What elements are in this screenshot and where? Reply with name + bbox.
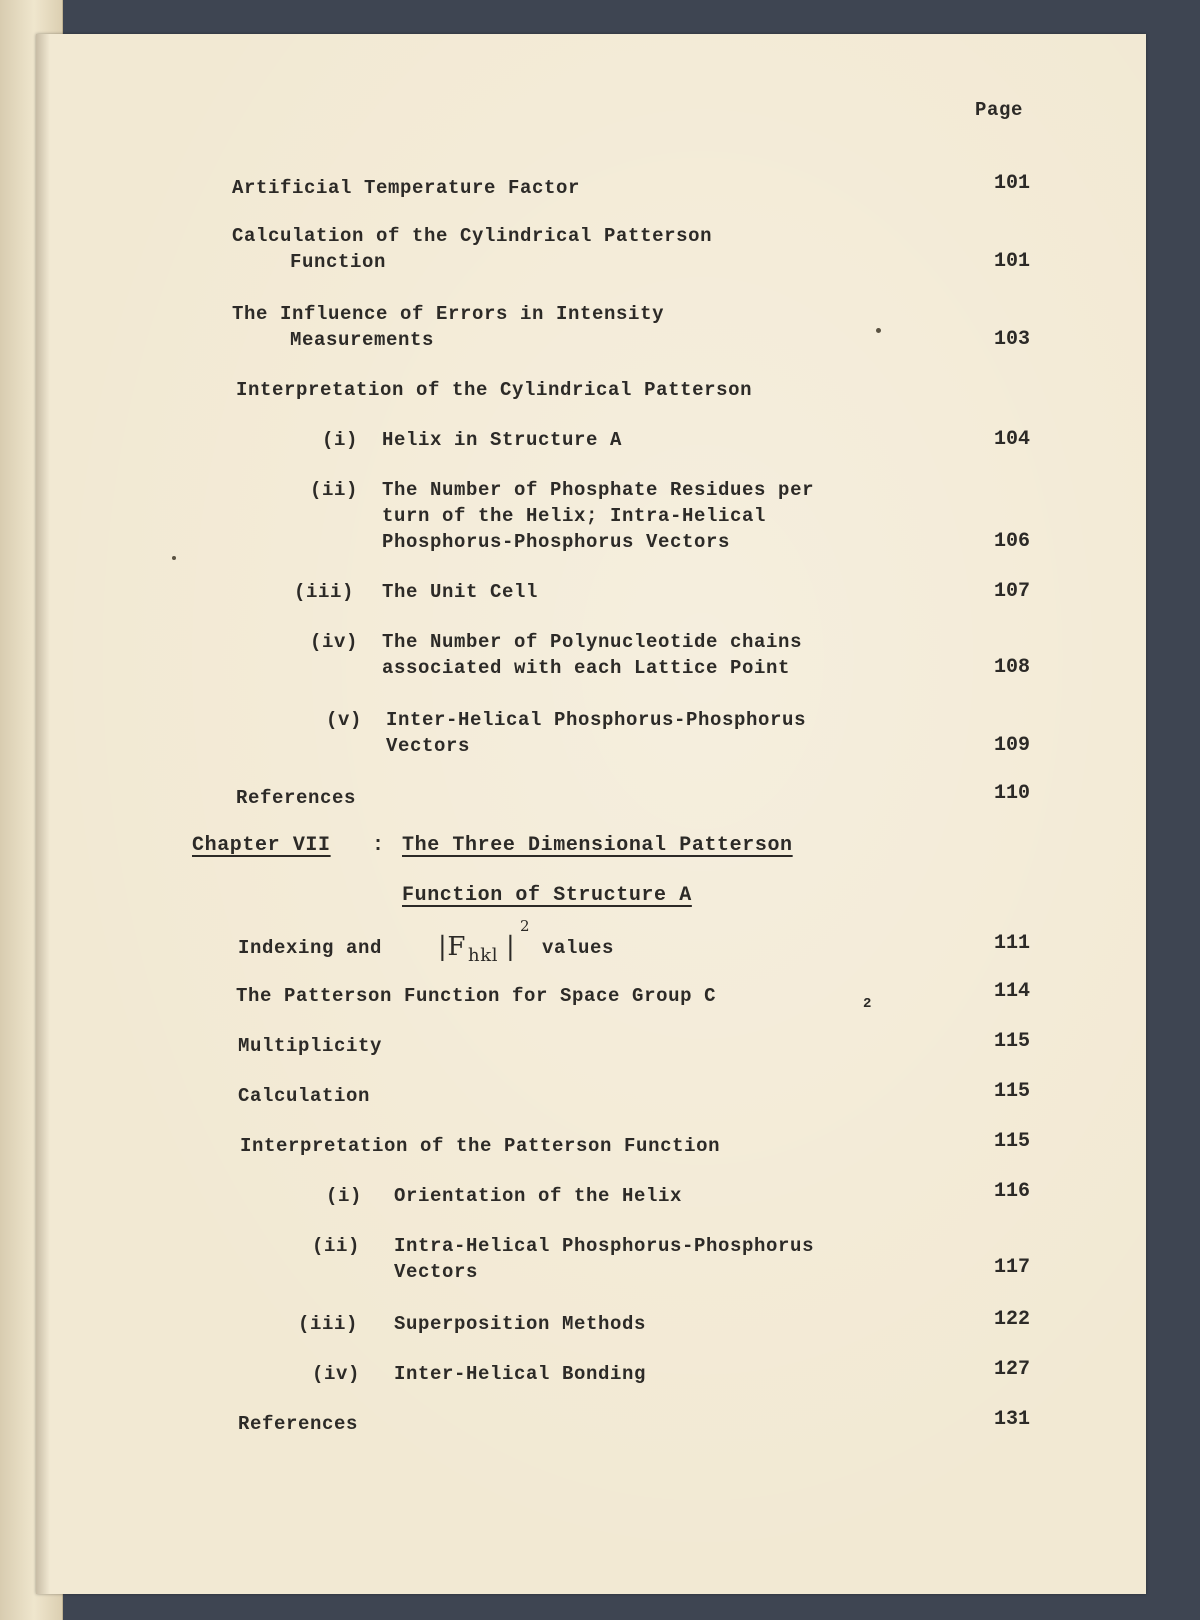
toc-item-numeral: (iii)	[298, 1313, 359, 1335]
toc-entry-text: The Patterson Function for Space Group C	[236, 985, 717, 1007]
toc-page-number: 107	[993, 580, 1030, 603]
toc-item-numeral: (ii)	[310, 479, 359, 501]
chapter-label: Chapter VII	[192, 834, 331, 857]
toc-item-numeral: (ii)	[312, 1235, 361, 1257]
toc-entry-text: Interpretation of the Patterson Function	[240, 1135, 721, 1157]
chapter-title: Function of Structure A	[402, 884, 692, 907]
toc-entry-text: Vectors	[386, 735, 471, 757]
toc-entry-text: Phosphorus-Phosphorus Vectors	[382, 531, 731, 553]
toc-page-number: 103	[993, 328, 1030, 351]
abs-f-symbol: |F	[438, 932, 466, 962]
toc-entry-text: References	[238, 1413, 359, 1435]
toc-entry-text: Multiplicity	[238, 1035, 383, 1057]
toc-page-number: 101	[993, 172, 1030, 195]
toc-page-number: 109	[993, 734, 1030, 757]
toc-page-number: 110	[993, 782, 1030, 805]
toc-item-numeral: (v)	[326, 709, 363, 731]
toc-entry-text: Function	[290, 251, 387, 273]
toc-page-number: 115	[993, 1080, 1030, 1103]
toc-entry-text: The Number of Polynucleotide chains	[382, 631, 803, 653]
toc-item-numeral: (i)	[326, 1185, 363, 1207]
toc-entry-text: Interpretation of the Cylindrical Patterson	[236, 379, 753, 401]
toc-entry-text: Inter-Helical Bonding	[394, 1363, 647, 1385]
toc-entry-text: Artificial Temperature Factor	[232, 177, 581, 199]
toc-page-number: 114	[993, 980, 1030, 1003]
toc-page-number: 101	[993, 250, 1030, 273]
abs-f-superscript: 2	[520, 917, 531, 935]
toc-entry-text: associated with each Lattice Point	[382, 657, 791, 679]
ink-speck	[172, 556, 176, 560]
toc-entry-text: Calculation of the Cylindrical Patterson	[232, 225, 713, 247]
toc-item-numeral: (i)	[322, 429, 359, 451]
toc-page-number: 122	[993, 1308, 1030, 1331]
abs-f-close: |	[506, 932, 516, 962]
toc-item-numeral: (iii)	[294, 581, 355, 603]
toc-entry-text: Orientation of the Helix	[394, 1185, 683, 1207]
toc-page-number: 115	[993, 1030, 1030, 1053]
toc-page-number: 116	[993, 1180, 1030, 1203]
toc-entry-text: Calculation	[238, 1085, 371, 1107]
toc-entry-text: Inter-Helical Phosphorus-Phosphorus	[386, 709, 807, 731]
abs-f-subscript: hkl	[468, 945, 499, 966]
toc-entry-text: Helix in Structure A	[382, 429, 623, 451]
ink-speck	[876, 328, 881, 333]
toc-entry-text: Indexing and	[238, 937, 383, 959]
toc-page-number: 117	[993, 1256, 1030, 1279]
toc-page-number: 111	[993, 932, 1030, 955]
toc-entry-text: Vectors	[394, 1261, 479, 1283]
chapter-separator: :	[372, 834, 385, 857]
toc-page-number: 108	[993, 656, 1030, 679]
toc-item-numeral: (iv)	[312, 1363, 361, 1385]
toc-item-numeral: (iv)	[310, 631, 359, 653]
toc-page-number: 131	[993, 1408, 1030, 1431]
toc-entry-text: References	[236, 787, 357, 809]
toc-entry-text: The Number of Phosphate Residues per	[382, 479, 815, 501]
toc-page-number: 104	[993, 428, 1030, 451]
toc-entry-text: The Influence of Errors in Intensity	[232, 303, 665, 325]
chapter-title: The Three Dimensional Patterson	[402, 834, 793, 857]
toc-entry-text: Superposition Methods	[394, 1313, 647, 1335]
toc-entry-text: The Unit Cell	[382, 581, 539, 603]
toc-entry-text: values	[542, 937, 615, 959]
toc-page-number: 106	[993, 530, 1030, 553]
toc-entry-text: turn of the Helix; Intra-Helical	[382, 505, 767, 527]
toc-entry-text: Measurements	[290, 329, 435, 351]
toc-entry-text: Intra-Helical Phosphorus-Phosphorus	[394, 1235, 815, 1257]
toc-subscript: 2	[863, 996, 873, 1012]
toc-page-number: 127	[993, 1358, 1030, 1381]
toc-page-number: 115	[993, 1130, 1030, 1153]
page-gutter-shadow	[36, 34, 50, 1594]
page-column-header: Page	[975, 99, 1024, 121]
